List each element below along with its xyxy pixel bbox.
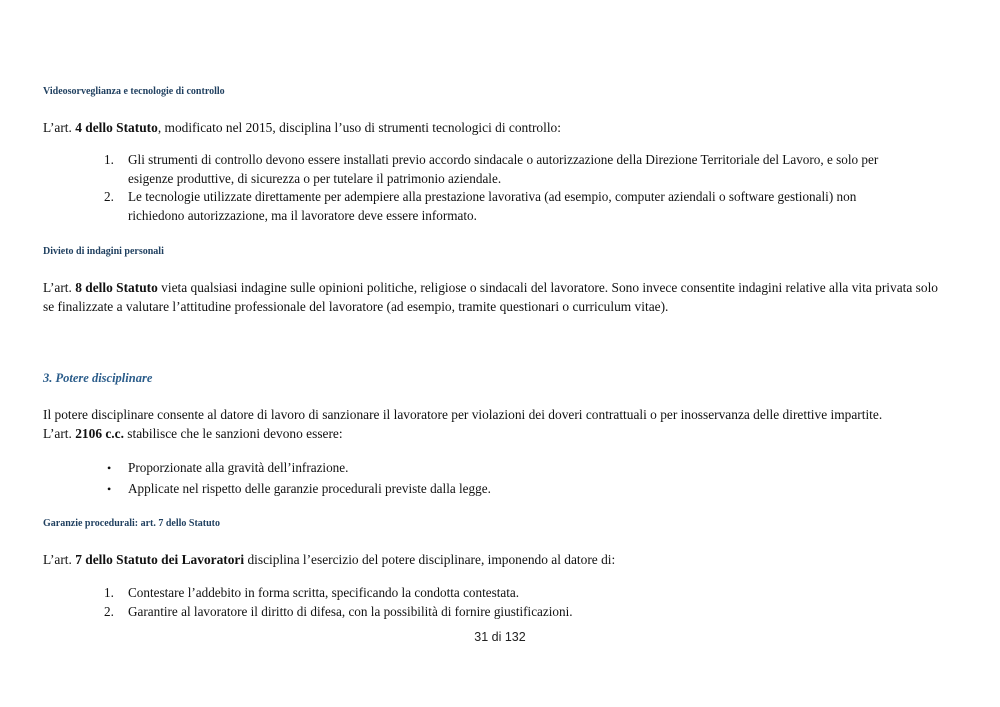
numbered-list-garanzie — [104, 584, 904, 621]
list-marker: 2. — [104, 189, 114, 204]
paragraph-text: disciplina l’esercizio del potere disciplinare, imponendo al datore di: — [244, 552, 616, 567]
list-item-text: Gli strumenti di controllo devono essere installati previo accordo sindacale o autorizzazione della Direzione Territoriale del Lavoro, e solo per esigenze produttive, di sicurezza o per tutelare il patrimonio aziendale. — [128, 152, 879, 186]
page-number: 31 di 132 — [474, 630, 526, 644]
paragraph-text: , modificato nel 2015, disciplina l’uso di strumenti tecnologici di controllo: — [157, 120, 561, 135]
bullet-marker: • — [107, 481, 112, 496]
bullet-marker: • — [107, 461, 112, 475]
paragraph-text: vieta qualsiasi indagine sulle opinioni politiche, religiose o sindacali del lavoratore. Sono invece consentite indagini relative alla vita privata solo se finalizzate a valutare l’attitudine professionale del lavoratore (ad esempio, tramite questionari o curriculum vitae). — [43, 280, 938, 314]
paragraph-text: L’art. — [43, 552, 76, 567]
paragraph-line — [43, 425, 948, 444]
section-heading-garanzie: Garanzie procedurali: art. 7 dello Statuto — [43, 518, 221, 529]
paragraph-line: Il potere disciplinare consente al datore di lavoro di sanzionare il lavoratore per violazioni dei doveri contrattuali o per inosservanza delle direttive impartite. — [43, 407, 883, 422]
bullet-list-sanzioni — [104, 459, 904, 500]
list-item-text: Le tecnologie utilizzate direttamente per adempiere alla prestazione lavorativa (ad esempio, computer aziendali o software gestionali) non richiedono autorizzazione, ma il lavoratore deve essere informato. — [128, 189, 857, 223]
list-item — [104, 188, 904, 225]
list-item — [104, 459, 904, 478]
list-item — [104, 603, 904, 622]
list-marker: 1. — [104, 585, 114, 600]
paragraph-text: L’art. — [43, 280, 76, 295]
paragraph-bold: 4 dello Statuto — [75, 120, 158, 135]
section-heading-videosorveglianza: Videosorveglianza e tecnologie di controllo — [43, 86, 225, 97]
paragraph-art-4 — [43, 119, 948, 138]
list-item — [104, 584, 904, 603]
paragraph-text: stabilisce che le sanzioni devono essere: — [123, 425, 343, 441]
list-item-text: Garantire al lavoratore il diritto di difesa, con la possibilità di fornire giustificazioni. — [128, 603, 573, 619]
paragraph-bold: 2106 c.c. — [75, 425, 124, 441]
numbered-list-videosorveglianza — [104, 151, 904, 225]
paragraph-art-8 — [43, 279, 948, 316]
list-item-text: Proporzionate alla gravità dell’infrazione. — [128, 460, 349, 475]
list-marker: 1. — [104, 152, 114, 167]
list-marker: 2. — [104, 603, 114, 619]
paragraph-potere-disciplinare — [43, 406, 948, 443]
list-item-text: Contestare l’addebito in forma scritta, specificando la condotta contestata. — [128, 585, 520, 600]
paragraph-text: L’art. — [43, 425, 76, 441]
section-heading-divieto: Divieto di indagini personali — [43, 246, 164, 257]
paragraph-bold: 7 dello Statuto dei Lavoratori — [75, 552, 245, 567]
list-item — [104, 151, 904, 188]
section-heading-potere-disciplinare: 3. Potere disciplinare — [43, 371, 153, 385]
list-item — [104, 480, 904, 499]
list-item-text: Applicate nel rispetto delle garanzie procedurali previste dalla legge. — [128, 480, 491, 496]
paragraph-text: L’art. — [43, 120, 76, 135]
paragraph-art-7 — [43, 551, 948, 570]
paragraph-bold: 8 dello Statuto — [75, 280, 158, 295]
